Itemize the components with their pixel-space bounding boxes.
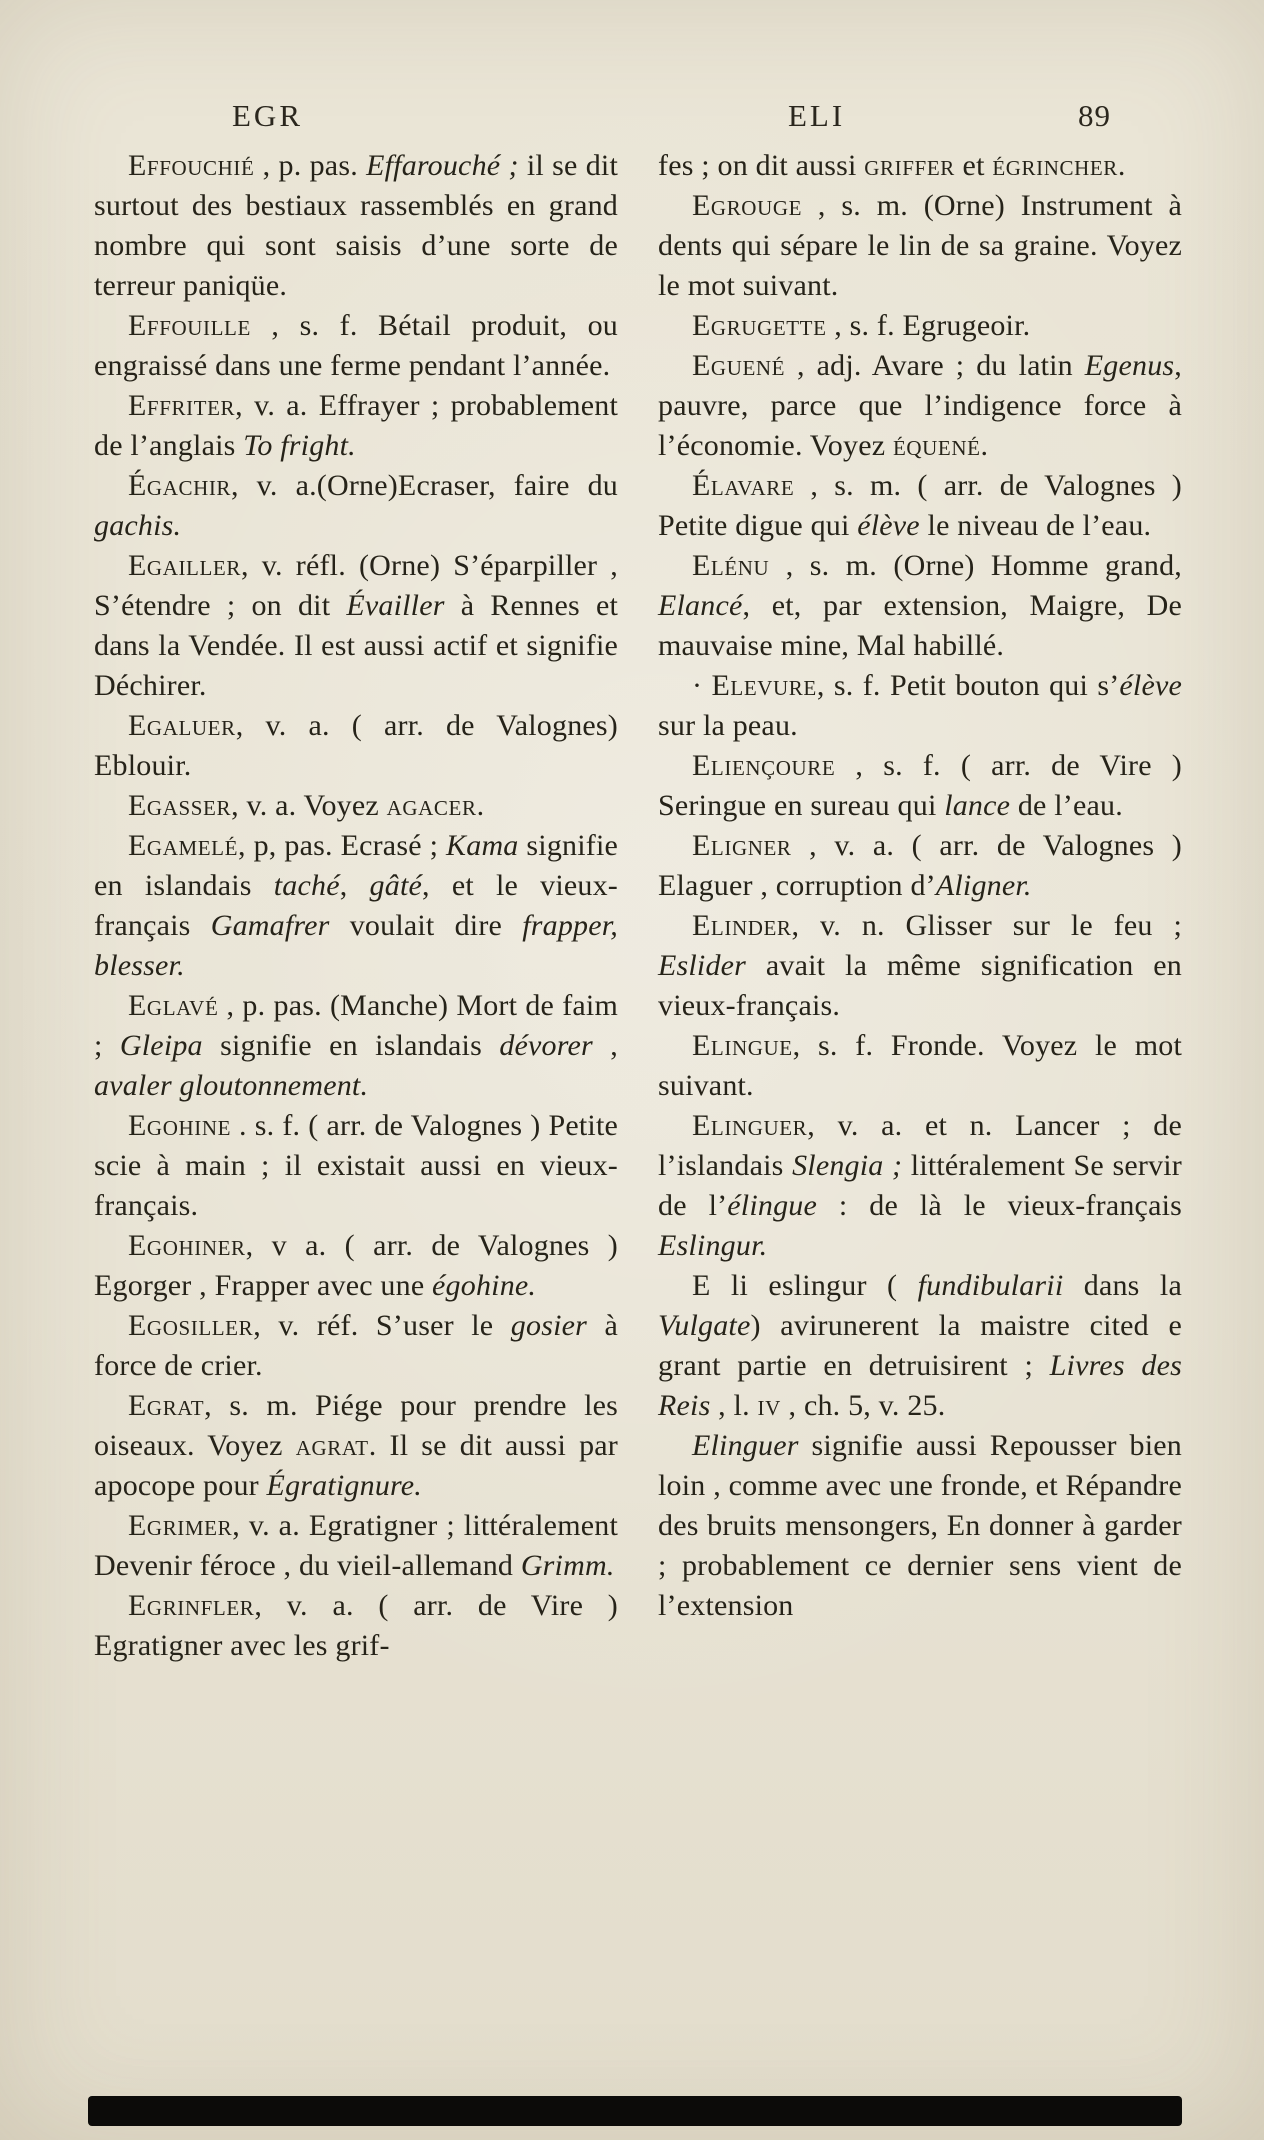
body-text: , v. a. ( arr. de Valognes ) Elaguer , corruption d’ — [658, 829, 1182, 902]
smallcaps-text: Élavare — [692, 469, 795, 502]
smallcaps-text: Egrinfler — [128, 1589, 255, 1622]
smallcaps-text: agrat — [295, 1429, 369, 1462]
smallcaps-text: Effriter — [128, 389, 236, 422]
body-text: littéralement Se servir de l’ — [658, 1149, 1182, 1222]
body-text: , s. m. (Orne) Instrument à dents qui sépare le lin de sa graine. Voyez le mot suivant. — [658, 189, 1182, 302]
italic-text: To fright. — [243, 429, 356, 462]
italic-text: Vulgate — [658, 1309, 751, 1342]
smallcaps-text: Egrugette — [692, 309, 827, 342]
italic-text: Eslingur. — [658, 1229, 768, 1262]
italic-text: Effarouché ; — [366, 149, 519, 182]
smallcaps-text: agacer — [386, 789, 477, 822]
page-number: 89 — [1078, 98, 1111, 133]
body-text: , v. réf. S’user le — [253, 1309, 511, 1342]
dictionary-entry — [658, 546, 1182, 666]
scan-bottom-bar-artifact — [88, 2096, 1182, 2126]
body-text: avait la même signification en vieux-français. — [658, 949, 1182, 1022]
body-text: signifie en islandais — [202, 1029, 500, 1062]
body-text: ) avirunerent la maistre cited e grant partie en detruisirent ; — [658, 1309, 1182, 1382]
smallcaps-text: Egohine — [128, 1109, 232, 1142]
body-text: dans la — [1063, 1269, 1182, 1302]
italic-text: gosier — [510, 1309, 587, 1342]
body-text: , s. f. Bétail produit, ou engraissé dans une ferme pendant l’année. — [94, 309, 618, 382]
body-text: . — [980, 429, 989, 462]
dictionary-entry — [658, 1426, 1182, 1626]
dictionary-entry — [658, 666, 1182, 746]
italic-text: Grimm. — [520, 1549, 615, 1582]
body-text: . s. f. ( arr. de Valognes ) Petite scie à main ; il existait aussi en vieux-français. — [94, 1109, 618, 1222]
body-text: , s. f. Petit bouton qui s’ — [816, 669, 1120, 702]
smallcaps-text: Egamelé — [128, 829, 239, 862]
body-text: il se dit surtout des bestiaux rassemblés en grand nombre qui sont saisis d’une sorte de terreur paniqüe. — [94, 149, 618, 302]
italic-text: gachis. — [94, 509, 182, 542]
dictionary-entry — [94, 986, 618, 1106]
body-text: , v. a. Egratigner ; littéralement Devenir féroce , du vieil-allemand — [94, 1509, 618, 1582]
italic-text: Elinguer — [692, 1429, 799, 1462]
dictionary-entry — [658, 906, 1182, 1026]
body-text: , s. f. Fronde. Voyez le mot suivant. — [658, 1029, 1182, 1102]
body-text: et — [954, 149, 993, 182]
smallcaps-text: Eglavé — [128, 989, 219, 1022]
smallcaps-text: Egosiller — [128, 1309, 254, 1342]
italic-text: Kama — [446, 829, 519, 862]
body-text: , — [339, 869, 370, 902]
body-text: , s. f. ( arr. de Vire ) Seringue en sureau qui — [658, 749, 1182, 822]
body-text: , et, par extension, Maigre, De mauvaise mine, Mal habillé. — [658, 589, 1182, 662]
italic-text: frapper, blesser. — [94, 909, 618, 982]
body-text: , et le vieux-français — [94, 869, 618, 942]
text-columns — [94, 146, 1182, 1666]
italic-text: Aligner. — [935, 869, 1032, 902]
smallcaps-text: griffer — [864, 149, 955, 182]
body-text: signifie en islandais — [94, 829, 618, 902]
body-text: E li eslingur ( — [692, 1269, 918, 1302]
italic-text: élève — [857, 509, 920, 542]
dictionary-entry — [94, 546, 618, 706]
smallcaps-text: égrincher — [992, 149, 1118, 182]
body-text: , pauvre, parce que l’indigence force à l’économie. Voyez — [658, 349, 1182, 462]
dictionary-entry — [658, 186, 1182, 306]
dictionary-entry — [94, 826, 618, 986]
dictionary-entry — [94, 306, 618, 386]
dictionary-entry — [94, 1106, 618, 1226]
smallcaps-text: Eguené — [692, 349, 786, 382]
smallcaps-text: Elinguer — [692, 1109, 808, 1142]
dictionary-entry — [94, 146, 618, 306]
italic-text: Slengia ; — [792, 1149, 903, 1182]
smallcaps-text: Egrimer — [128, 1509, 233, 1542]
running-head-left: EGR — [232, 98, 303, 133]
italic-text: dévorer — [499, 1029, 593, 1062]
dictionary-entry — [658, 146, 1182, 186]
smallcaps-text: Elingue — [692, 1029, 793, 1062]
dictionary-entry — [658, 1266, 1182, 1426]
body-text: , v. a. ( arr. de Valognes) Eblouir. — [94, 709, 618, 782]
dictionary-entry — [94, 706, 618, 786]
body-text: · — [692, 669, 712, 702]
body-text: , v. a. Voyez — [231, 789, 387, 822]
body-text: , v. a. ( arr. de Vire ) Egratigner avec les grif- — [94, 1589, 618, 1662]
dictionary-entry — [658, 306, 1182, 346]
italic-text: élève — [1119, 669, 1183, 702]
italic-text: Gleipa — [119, 1029, 203, 1062]
italic-text: lance — [944, 789, 1011, 822]
dictionary-entry — [94, 1306, 618, 1386]
smallcaps-text: Egohiner — [128, 1229, 246, 1262]
body-text: , v. a. et n. Lancer ; de l’islandais — [658, 1109, 1182, 1182]
body-text: , v. a. Effrayer ; probablement de l’anglais — [94, 389, 618, 462]
dictionary-entry — [658, 826, 1182, 906]
italic-text: avaler gloutonnement. — [94, 1069, 369, 1102]
smallcaps-text: Elénu — [692, 549, 770, 582]
body-text: à force de crier. — [94, 1309, 618, 1382]
body-text: , v. a.(Orne)Ecraser, faire du — [231, 469, 618, 502]
smallcaps-text: Égachir — [128, 469, 232, 502]
italic-text: taché — [273, 869, 340, 902]
italic-text: Gamafrer — [210, 909, 330, 942]
dictionary-entry — [658, 466, 1182, 546]
italic-text: égohine. — [432, 1269, 537, 1302]
smallcaps-text: iv — [757, 1389, 781, 1422]
smallcaps-text: Elevure — [711, 669, 817, 702]
body-text: fes ; on dit aussi — [658, 149, 865, 182]
body-text: , v a. ( arr. de Valognes ) Egorger , Frapper avec une — [94, 1229, 618, 1302]
dictionary-entry — [94, 1506, 618, 1586]
italic-text: gâté — [369, 869, 422, 902]
dictionary-entry — [658, 346, 1182, 466]
body-text: , s. m. ( arr. de Valognes ) Petite digue qui — [658, 469, 1182, 542]
body-text: le niveau de l’eau. — [919, 509, 1152, 542]
body-text: sur la peau. — [658, 709, 798, 742]
body-text: , p. pas. — [254, 149, 367, 182]
smallcaps-text: Effouchié — [128, 149, 255, 182]
smallcaps-text: équené — [892, 429, 981, 462]
dictionary-entry — [94, 1386, 618, 1506]
smallcaps-text: Effouille — [128, 309, 251, 342]
dictionary-entry — [94, 1586, 618, 1666]
body-text: , s. f. Egrugeoir. — [826, 309, 1031, 342]
body-text: , s. m. (Orne) Homme grand, — [769, 549, 1182, 582]
running-header — [0, 98, 1264, 140]
body-text: , p, pas. Ecrasé ; — [238, 829, 447, 862]
dictionary-entry — [94, 1226, 618, 1306]
italic-text: Eslider — [658, 949, 747, 982]
body-text: . Il se dit aussi par apocope pour — [94, 1429, 618, 1502]
dictionary-entry — [94, 386, 618, 466]
dictionary-entry — [94, 786, 618, 826]
italic-text: Elancé — [658, 589, 743, 622]
body-text: à Rennes et dans la Vendée. Il est aussi actif et signifie Déchirer. — [94, 589, 618, 702]
smallcaps-text: Egrouge — [692, 189, 803, 222]
body-text: , p. pas. (Manche) Mort de faim ; — [94, 989, 618, 1062]
body-text: voulait dire — [329, 909, 523, 942]
body-text: , — [592, 1029, 618, 1062]
body-text: , l. — [710, 1389, 758, 1422]
smallcaps-text: Elinder — [692, 909, 792, 942]
body-text: , adj. Avare ; du latin — [785, 349, 1085, 382]
body-text: , v. réfl. (Orne) S’éparpiller , S’étendre ; on dit — [94, 549, 618, 622]
body-text: signifie aussi Repousser bien loin , comme avec une fronde, et Répandre des bruits mensongers, En donner à garder ; probablement ce dernier sens vient de l’extension — [658, 1429, 1182, 1622]
body-text: de l’eau. — [1010, 789, 1123, 822]
smallcaps-text: Eliençoure — [692, 749, 836, 782]
left-column — [94, 146, 618, 1666]
body-text: , s. m. Piége pour prendre les oiseaux. Voyez — [94, 1389, 618, 1462]
smallcaps-text: Egailler — [128, 549, 241, 582]
italic-text: élingue — [727, 1189, 817, 1222]
italic-text: Livres des Reis — [658, 1349, 1182, 1422]
smallcaps-text: Eligner — [692, 829, 792, 862]
dictionary-entry — [658, 1106, 1182, 1266]
smallcaps-text: Egrat — [128, 1389, 205, 1422]
smallcaps-text: Egasser — [128, 789, 232, 822]
smallcaps-text: Egaluer — [128, 709, 236, 742]
dictionary-entry — [658, 746, 1182, 826]
dictionary-entry — [658, 1026, 1182, 1106]
italic-text: fundibularii — [917, 1269, 1064, 1302]
right-column — [658, 146, 1182, 1666]
running-head-right: ELI — [788, 98, 846, 133]
body-text: . — [476, 789, 485, 822]
italic-text: Egenus — [1084, 349, 1175, 382]
italic-text: Évailler — [346, 589, 445, 622]
body-text: , ch. 5, v. 25. — [780, 1389, 946, 1422]
italic-text: Égratignure. — [266, 1469, 422, 1502]
body-text: : de là le vieux-français — [817, 1189, 1182, 1222]
body-text: , v. n. Glisser sur le feu ; — [791, 909, 1182, 942]
body-text: . — [1117, 149, 1126, 182]
dictionary-entry — [94, 466, 618, 546]
